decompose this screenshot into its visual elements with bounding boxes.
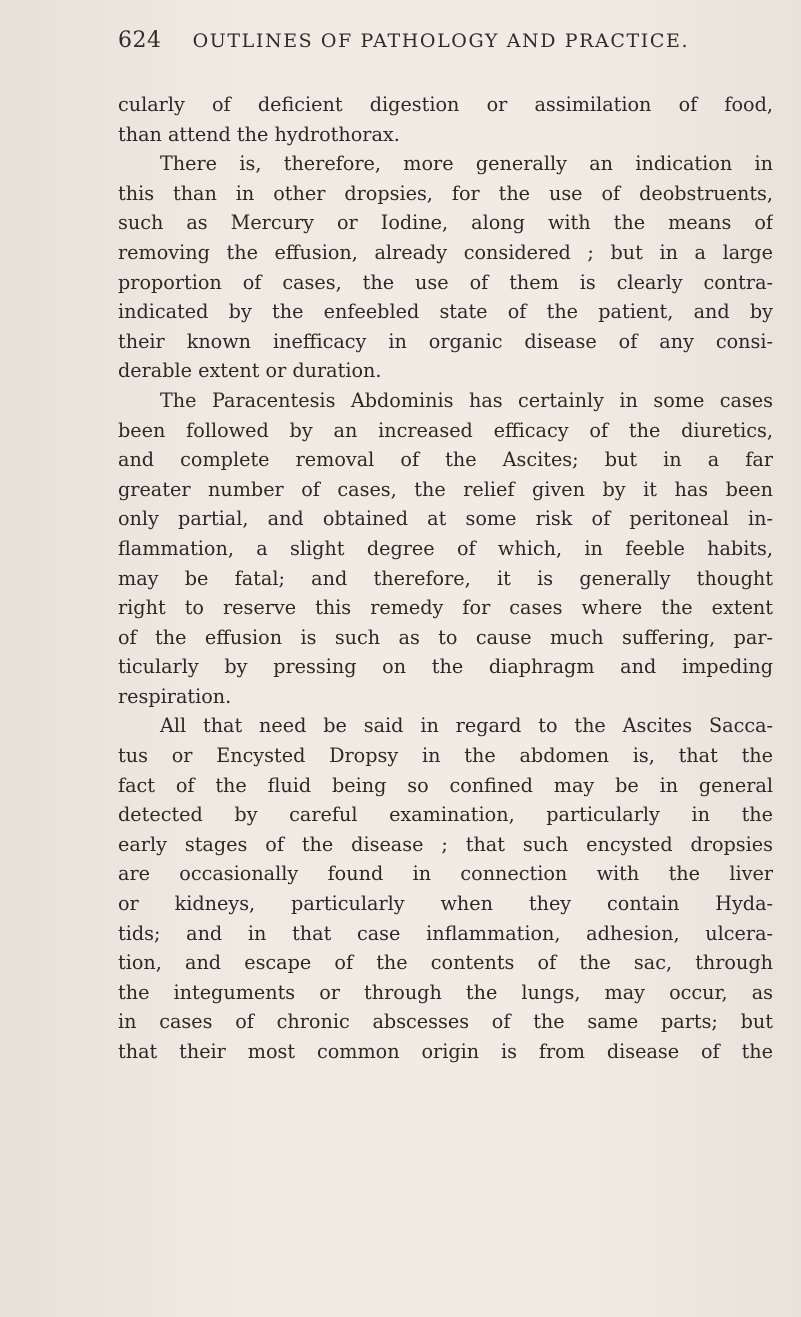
text-line: detected by careful examination, particularly in the	[118, 803, 773, 827]
text-line: The Paracentesis Abdominis has certainly in some cases	[160, 388, 773, 412]
text-line: right to reserve this remedy for cases where the extent	[118, 596, 773, 620]
text-line: been followed by an increased efficacy of the diuretics,	[118, 418, 773, 442]
text-line: or kidneys, particularly when they contain Hyda-	[118, 892, 773, 916]
text-line: proportion of cases, the use of them is clearly contra-	[118, 270, 773, 294]
page-header	[118, 28, 768, 53]
body-text	[118, 90, 773, 1067]
text-line: and complete removal of the Ascites; but in a far	[118, 448, 773, 472]
text-line: flammation, a slight degree of which, in feeble habits,	[118, 536, 773, 560]
text-line: derable extent or duration.	[118, 359, 382, 383]
text-line: All that need be said in regard to the Ascites Sacca-	[160, 714, 773, 738]
text-line: respiration.	[118, 684, 232, 708]
text-line: There is, therefore, more generally an indication in	[160, 152, 773, 176]
text-line: removing the effusion, already considered ; but in a large	[118, 240, 773, 264]
text-line: in cases of chronic abscesses of the same parts; but	[118, 1010, 773, 1034]
text-line: only partial, and obtained at some risk of peritoneal in-	[118, 507, 773, 531]
text-line: this than in other dropsies, for the use of deobstruents,	[118, 181, 773, 205]
text-line: of the effusion is such as to cause much suffering, par-	[118, 625, 773, 649]
text-line: fact of the fluid being so confined may be in general	[118, 773, 773, 797]
text-line: may be fatal; and therefore, it is generally thought	[118, 566, 773, 590]
text-line: greater number of cases, the relief given by it has been	[118, 477, 773, 501]
text-line: their known inefficacy in organic disease of any consi-	[118, 329, 773, 353]
text-line: that their most common origin is from disease of the	[118, 1040, 773, 1063]
text-line: ticularly by pressing on the diaphragm and impeding	[118, 655, 773, 679]
text-line: the integuments or through the lungs, may occur, as	[118, 980, 773, 1004]
text-line: tids; and in that case inflammation, adhesion, ulcera-	[118, 921, 773, 945]
text-line: such as Mercury or Iodine, along with the means of	[118, 211, 773, 235]
text-line: cularly of deficient digestion or assimilation of food,	[118, 93, 773, 116]
running-title: OUTLINES OF PATHOLOGY AND PRACTICE.	[192, 30, 690, 52]
text-line: are occasionally found in connection with the liver	[118, 862, 773, 886]
text-line: early stages of the disease ; that such encysted dropsies	[118, 832, 773, 856]
page-number: 624	[118, 28, 162, 53]
text-line: tus or Encysted Dropsy in the abdomen is, that the	[118, 744, 773, 768]
text-line: tion, and escape of the contents of the sac, through	[118, 951, 773, 975]
text-line: indicated by the enfeebled state of the patient, and by	[118, 300, 773, 324]
text-line: than attend the hydrothorax.	[118, 122, 400, 146]
